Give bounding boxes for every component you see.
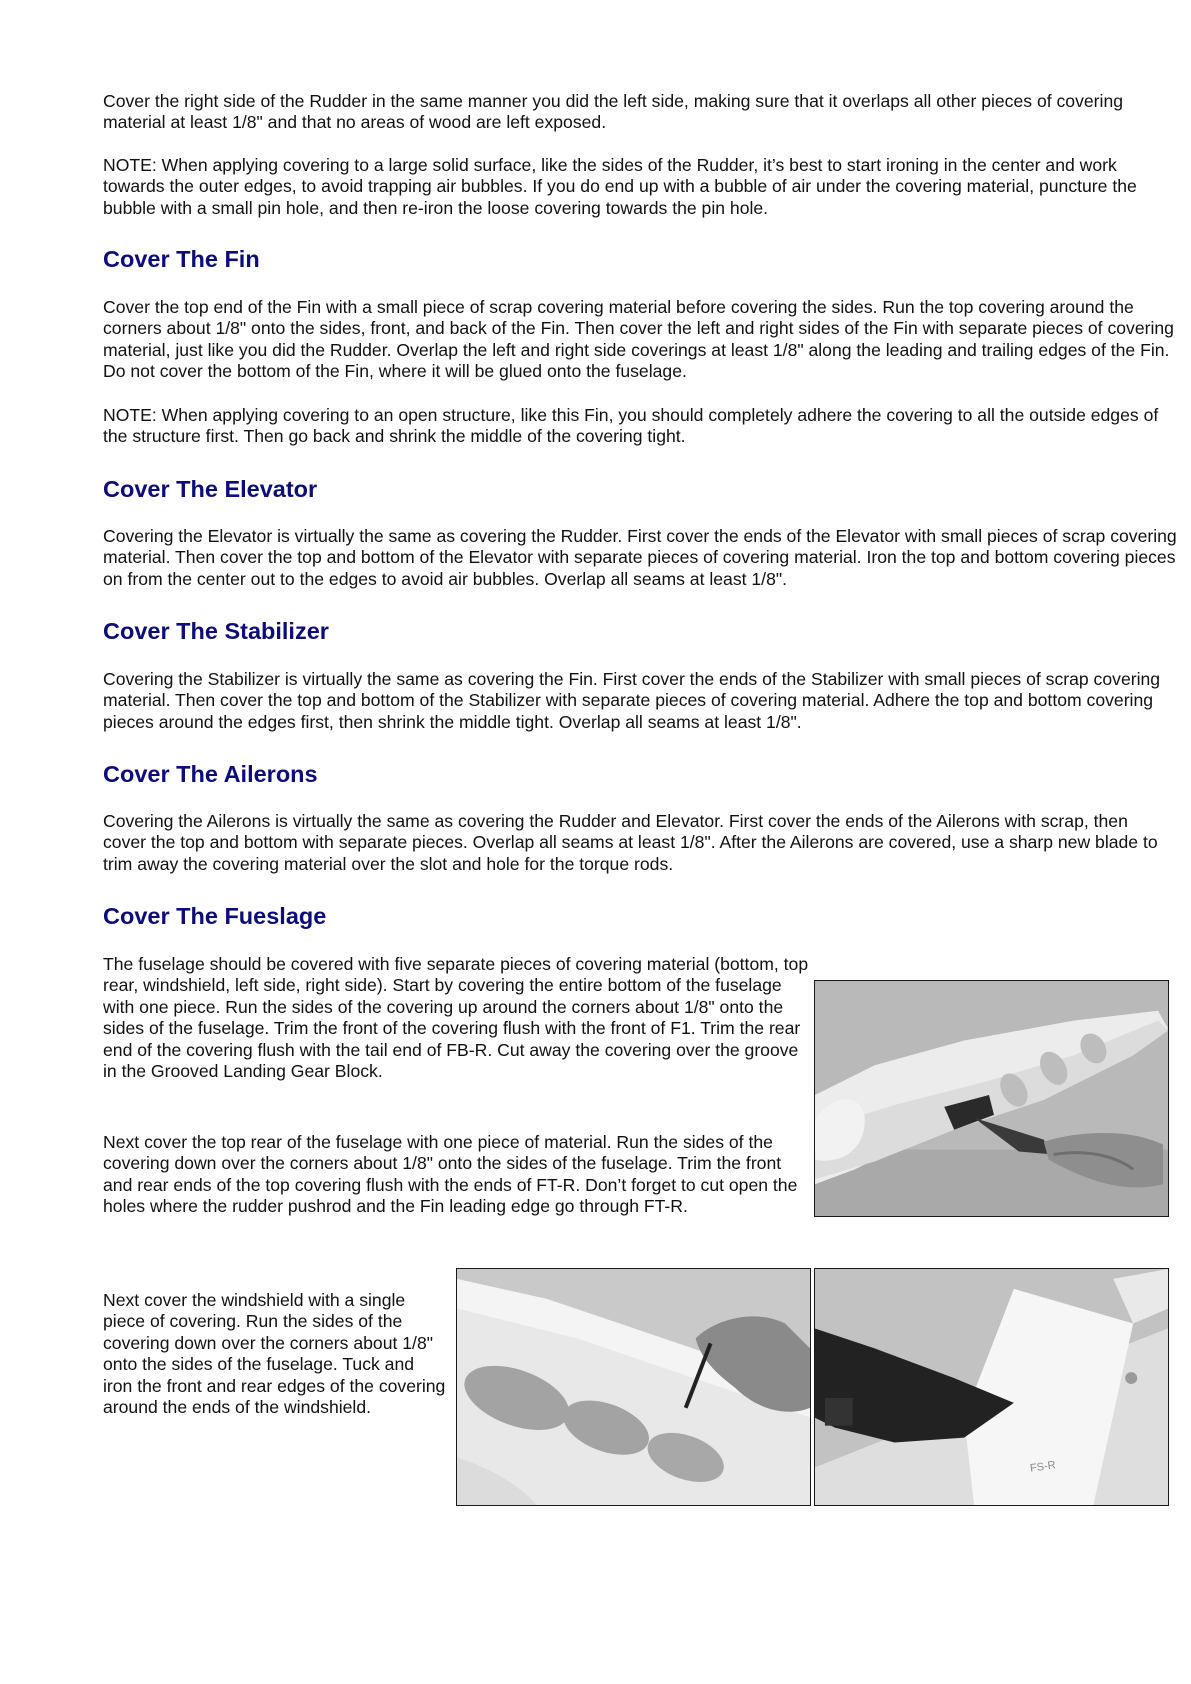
fin-heading: Cover The Fin: [103, 246, 260, 272]
fin-paragraph-1: Cover the top end of the Fin with a small piece of scrap covering material before covering the sides. Run the top covering around the corners about 1/8" onto the sides, front, and back of the Fin. Then cover the left and right sides of the Fin with separate pieces of covering material, just like you did the Rudder. Overlap the left and right side coverings at least 1/8" along the leading and trailing edges of the Fin. Do not cover the bottom of the Fin, where it will be glued onto the fuselage.: [103, 297, 1174, 382]
fuselage-paragraph-3: Next cover the windshield with a single piece of covering. Run the sides of the covering down over the corners about 1/8" onto the sides of the fuselage. Tuck and iron the front and rear edges of the covering around the ends of the windshield.: [103, 1290, 446, 1418]
fin-note-paragraph: NOTE: When applying covering to an open structure, like this Fin, you should completely adhere the covering to all the outside edges of the structure first. Then go back and shrink the middle of the covering tight.: [103, 405, 1159, 447]
intro-paragraph-1: Cover the right side of the Rudder in the same manner you did the left side, making sure that it overlaps all other pieces of covering material at least 1/8" and that no areas of wood are left exposed.: [103, 91, 1124, 133]
stabilizer-heading: Cover The Stabilizer: [103, 618, 329, 644]
elevator-heading: Cover The Elevator: [103, 476, 318, 502]
fuselage-trim-photo: [814, 980, 1169, 1217]
fuselage-heading: Cover The Fueslage: [103, 903, 327, 929]
photo-part-label: FS-R: [1029, 1459, 1057, 1475]
intro-note-paragraph: NOTE: When applying covering to a large solid surface, like the sides of the Rudder, it’s best to start ironing in the center and work towards the outer edges, to avoid trapping air bubbles. If you do end up with a bubble of air under the covering material, puncture the bubble with a small pin hole, and then re-iron the loose covering towards the pin hole.: [103, 155, 1137, 218]
stabilizer-paragraph: Covering the Stabilizer is virtually the same as covering the Fin. First cover the ends of the Stabilizer with small pieces of scrap covering material. Then cover the top and bottom of the Stabilizer with separate pieces of covering material. Adhere the top and bottom covering pieces around the edges first, then shrink the middle tight. Overlap all seams at least 1/8".: [103, 669, 1161, 732]
elevator-paragraph: Covering the Elevator is virtually the same as covering the Rudder. First cover the ends of the Elevator with small pieces of scrap covering material. Then cover the top and bottom of the Elevator with separate pieces of covering material. Iron the top and bottom covering pieces on from the center out to the edges to avoid air bubbles. Overlap all seams at least 1/8".: [103, 526, 1177, 589]
fuselage-side-cut-photo: [456, 1268, 811, 1506]
ailerons-paragraph: Covering the Ailerons is virtually the same as covering the Rudder and Elevator. First cover the ends of the Ailerons with scrap, then cover the top and bottom with separate pieces. Overlap all seams at least 1/8". After the Ailerons are covered, use a sharp new blade to trim away the covering material over the slot and hole for the torque rods.: [103, 811, 1158, 874]
windshield-covering-photo: [814, 1268, 1169, 1506]
ailerons-heading: Cover The Ailerons: [103, 761, 318, 787]
fuselage-paragraph-1: The fuselage should be covered with five separate pieces of covering material (bottom, top rear, windshield, left side, right side). Start by covering the entire bottom of the fuselage with one piece. Run the sides of the covering up around the corners about 1/8" onto the sides of the fuselage. Trim the front of the covering flush with the front of F1. Trim the rear end of the covering flush with the tail end of FB-R. Cut away the covering over the groove in the Grooved Landing Gear Block.: [103, 954, 809, 1082]
fuselage-paragraph-2: Next cover the top rear of the fuselage with one piece of material. Run the sides of the covering down over the corners about 1/8" onto the sides of the fuselage. Trim the front and rear ends of the top covering flush with the ends of FT-R. Don’t forget to cut open the holes where the rudder pushrod and the Fin leading edge go through FT-R.: [103, 1132, 798, 1217]
